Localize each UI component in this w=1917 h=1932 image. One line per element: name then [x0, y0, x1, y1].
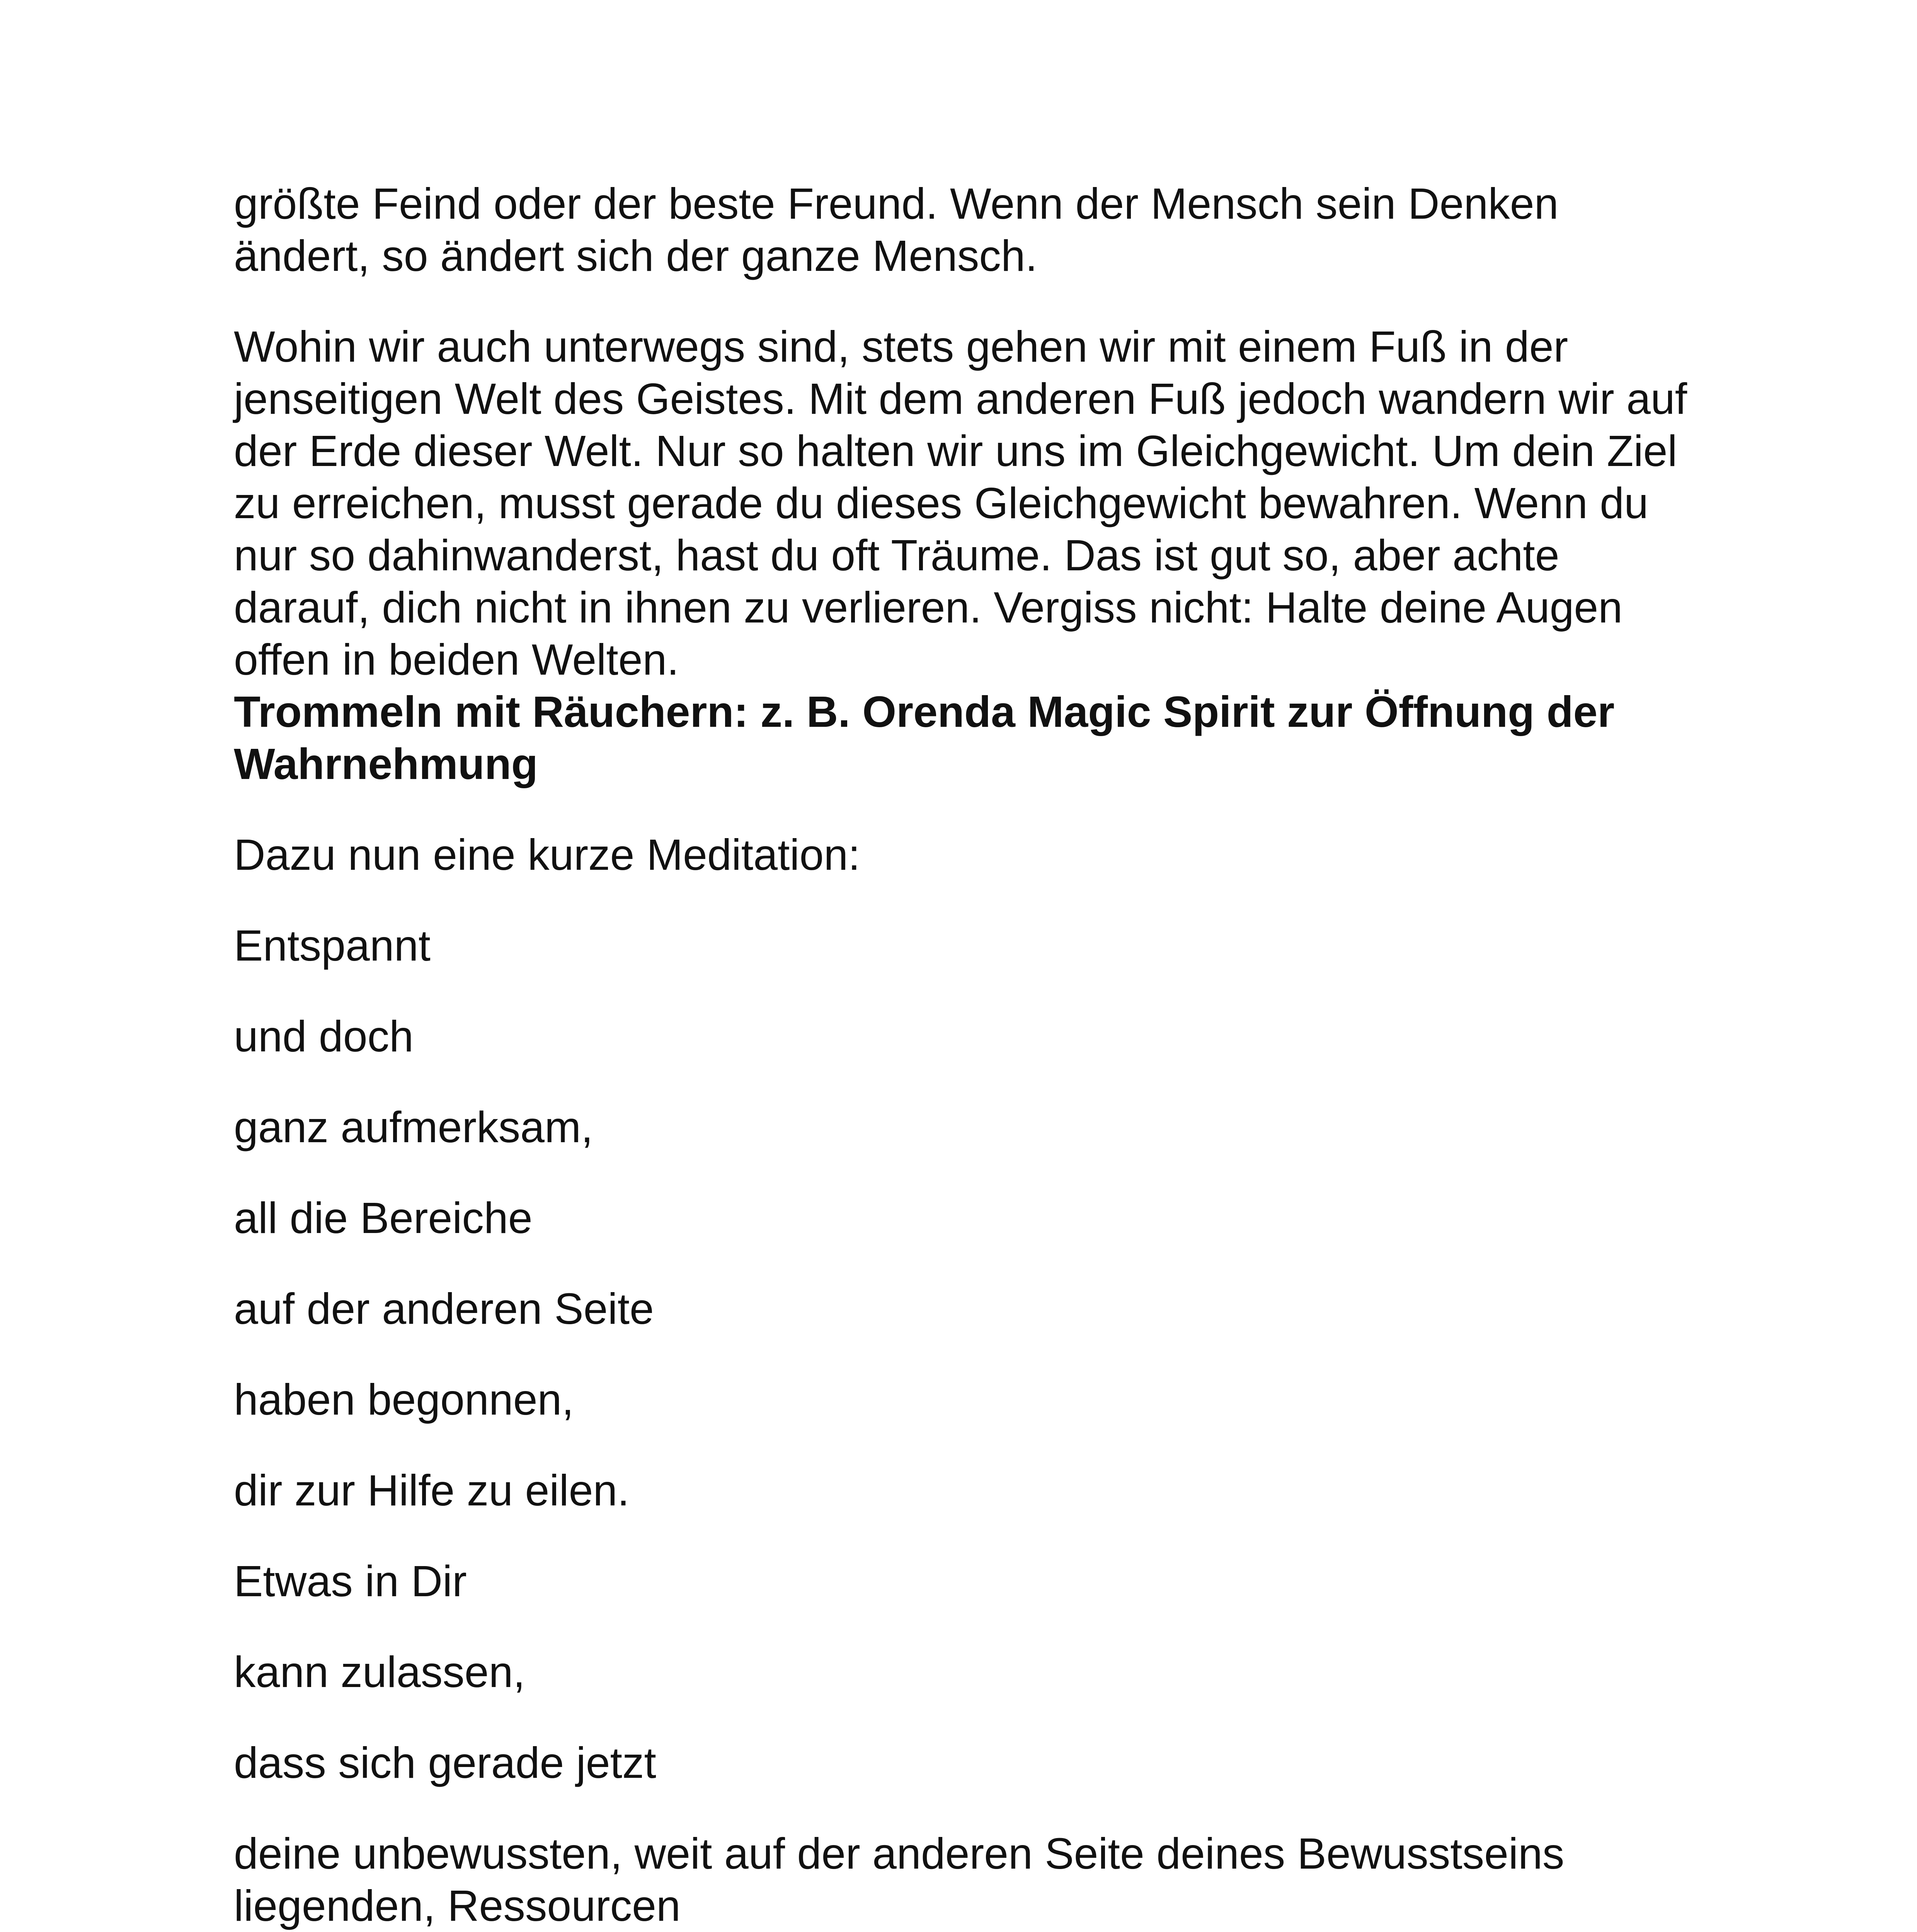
- meditation-line: haben begonnen,: [234, 1375, 574, 1424]
- meditation-intro: Dazu nun eine kurze Meditation:: [234, 830, 860, 879]
- meditation-line: dass sich gerade jetzt: [234, 1738, 656, 1787]
- meditation-line: auf der anderen Seite: [234, 1284, 654, 1333]
- section-heading: Trommeln mit Räuchern: z. B. Orenda Magic Spirit zur Öffnung der Wahrnehmung: [234, 687, 1615, 788]
- meditation-line: ganz aufmerksam,: [234, 1103, 593, 1151]
- meditation-line: und doch: [234, 1012, 414, 1061]
- meditation-line: dir zur Hilfe zu eilen.: [234, 1466, 630, 1515]
- meditation-line: Entspannt: [234, 921, 431, 970]
- meditation-line: all die Bereiche: [234, 1194, 533, 1242]
- paragraph-two-worlds: Wohin wir auch unterwegs sind, stets gehen wir mit einem Fuß in der jenseitigen Welt des Geistes. Mit dem anderen Fuß jedoch wandern wir auf der Erde dieser Welt. Nur so halten wir uns im Gleichgewicht. Um dein Ziel zu erreichen, musst gerade du dieses Gleichgewicht bewahren. Wenn du nur so dahinwanderst, hast du oft Träume. Das ist gut so, aber achte darauf, dich nicht in ihnen zu verlieren. Vergiss nicht: Halte deine Augen offen in beiden Welten.: [234, 322, 1687, 684]
- paragraph-thoughts: größte Feind oder der beste Freund. Wenn der Mensch sein Denken ändert, so ändert sich der ganze Mensch.: [234, 179, 1559, 280]
- meditation-line: deine unbewussten, weit auf der anderen Seite deines Bewusstseins liegenden, Ressourcen: [234, 1829, 1565, 1930]
- page-content: [234, 178, 1702, 1932]
- meditation-line: Etwas in Dir: [234, 1557, 467, 1605]
- meditation-line: kann zulassen,: [234, 1648, 525, 1696]
